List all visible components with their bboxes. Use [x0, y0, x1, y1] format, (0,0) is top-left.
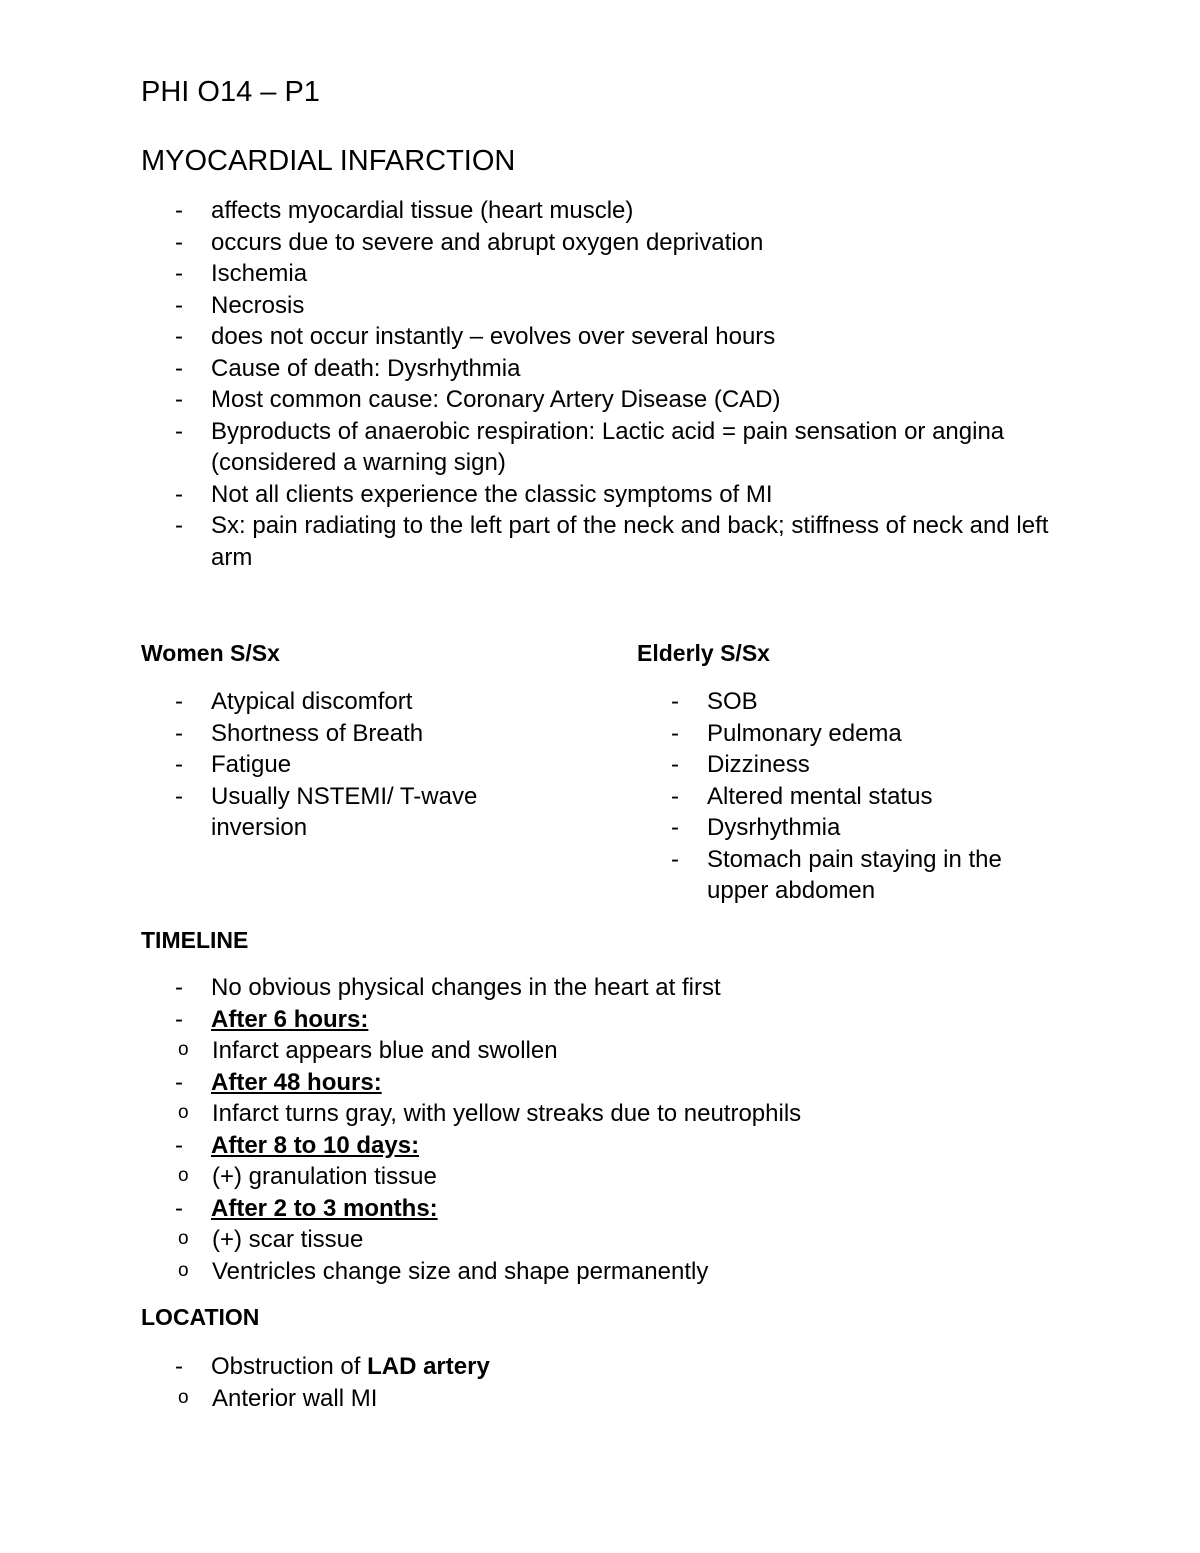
section-title: MYOCARDIAL INFARCTION	[141, 145, 516, 177]
list-item: - Ischemia	[141, 258, 1091, 290]
list-item: - does not occur instantly – evolves over several hours	[141, 321, 1091, 353]
list-item: - Most common cause: Coronary Artery Disease (CAD)	[141, 384, 1091, 416]
location-list	[141, 1351, 1121, 1414]
elderly-symptom-list	[637, 686, 1057, 907]
list-item: - affects myocardial tissue (heart muscle)	[141, 195, 1091, 227]
list-item: - Dizziness	[637, 749, 1057, 781]
timeline-intro: - No obvious physical changes in the heart at first	[141, 972, 1121, 1004]
stage-label: After 48 hours:	[211, 1068, 382, 1096]
list-item: - Atypical discomfort	[141, 686, 541, 718]
timeline-stage	[141, 1193, 1121, 1288]
list-item: - Altered mental status	[637, 781, 1057, 813]
list-item: - Shortness of Breath	[141, 718, 541, 750]
stage-detail: o Ventricles change size and shape permanently	[141, 1256, 1121, 1288]
location-prefix: Obstruction of	[211, 1353, 368, 1380]
stage-detail: o Infarct turns gray, with yellow streaks due to neutrophils	[141, 1098, 1121, 1130]
stage-detail: o (+) scar tissue	[141, 1224, 1121, 1256]
list-item: - Pulmonary edema	[637, 718, 1057, 750]
elderly-heading: Elderly S/Sx	[637, 640, 770, 666]
mi-bullet-list	[141, 195, 1091, 573]
location-artery: LAD artery	[367, 1353, 490, 1380]
timeline-stage	[141, 1067, 1121, 1130]
list-item: - Not all clients experience the classic symptoms of MI	[141, 479, 1091, 511]
list-item: - Sx: pain radiating to the left part of the neck and back; stiffness of neck and left arm	[141, 510, 1091, 573]
list-item: - Fatigue	[141, 749, 541, 781]
list-item: - SOB	[637, 686, 1057, 718]
stage-detail: o (+) granulation tissue	[141, 1161, 1121, 1193]
timeline-stage	[141, 1004, 1121, 1067]
timeline-list	[141, 972, 1121, 1287]
list-item: - occurs due to severe and abrupt oxygen deprivation	[141, 227, 1091, 259]
document-title: PHI O14 – P1	[141, 76, 320, 108]
stage-label: After 8 to 10 days:	[211, 1131, 420, 1159]
women-heading: Women S/Sx	[141, 640, 280, 666]
timeline-stage	[141, 1130, 1121, 1193]
women-symptom-list	[141, 686, 541, 844]
stage-detail: o Infarct appears blue and swollen	[141, 1035, 1121, 1067]
stage-label: After 6 hours:	[211, 1005, 369, 1033]
stage-label: After 2 to 3 months:	[211, 1194, 438, 1222]
list-item: - Cause of death: Dysrhythmia	[141, 353, 1091, 385]
location-detail: o Anterior wall MI	[141, 1383, 1121, 1415]
location-heading: LOCATION	[141, 1304, 260, 1330]
location-item	[141, 1351, 1121, 1414]
list-item: - Dysrhythmia	[637, 812, 1057, 844]
list-item: - Byproducts of anaerobic respiration: Lactic acid = pain sensation or angina (considered a warning sign)	[141, 416, 1091, 479]
list-item: - Usually NSTEMI/ T-wave inversion	[141, 781, 541, 844]
timeline-heading: TIMELINE	[141, 927, 249, 953]
list-item: - Necrosis	[141, 290, 1091, 322]
list-item: - Stomach pain staying in the upper abdomen	[637, 844, 1057, 907]
